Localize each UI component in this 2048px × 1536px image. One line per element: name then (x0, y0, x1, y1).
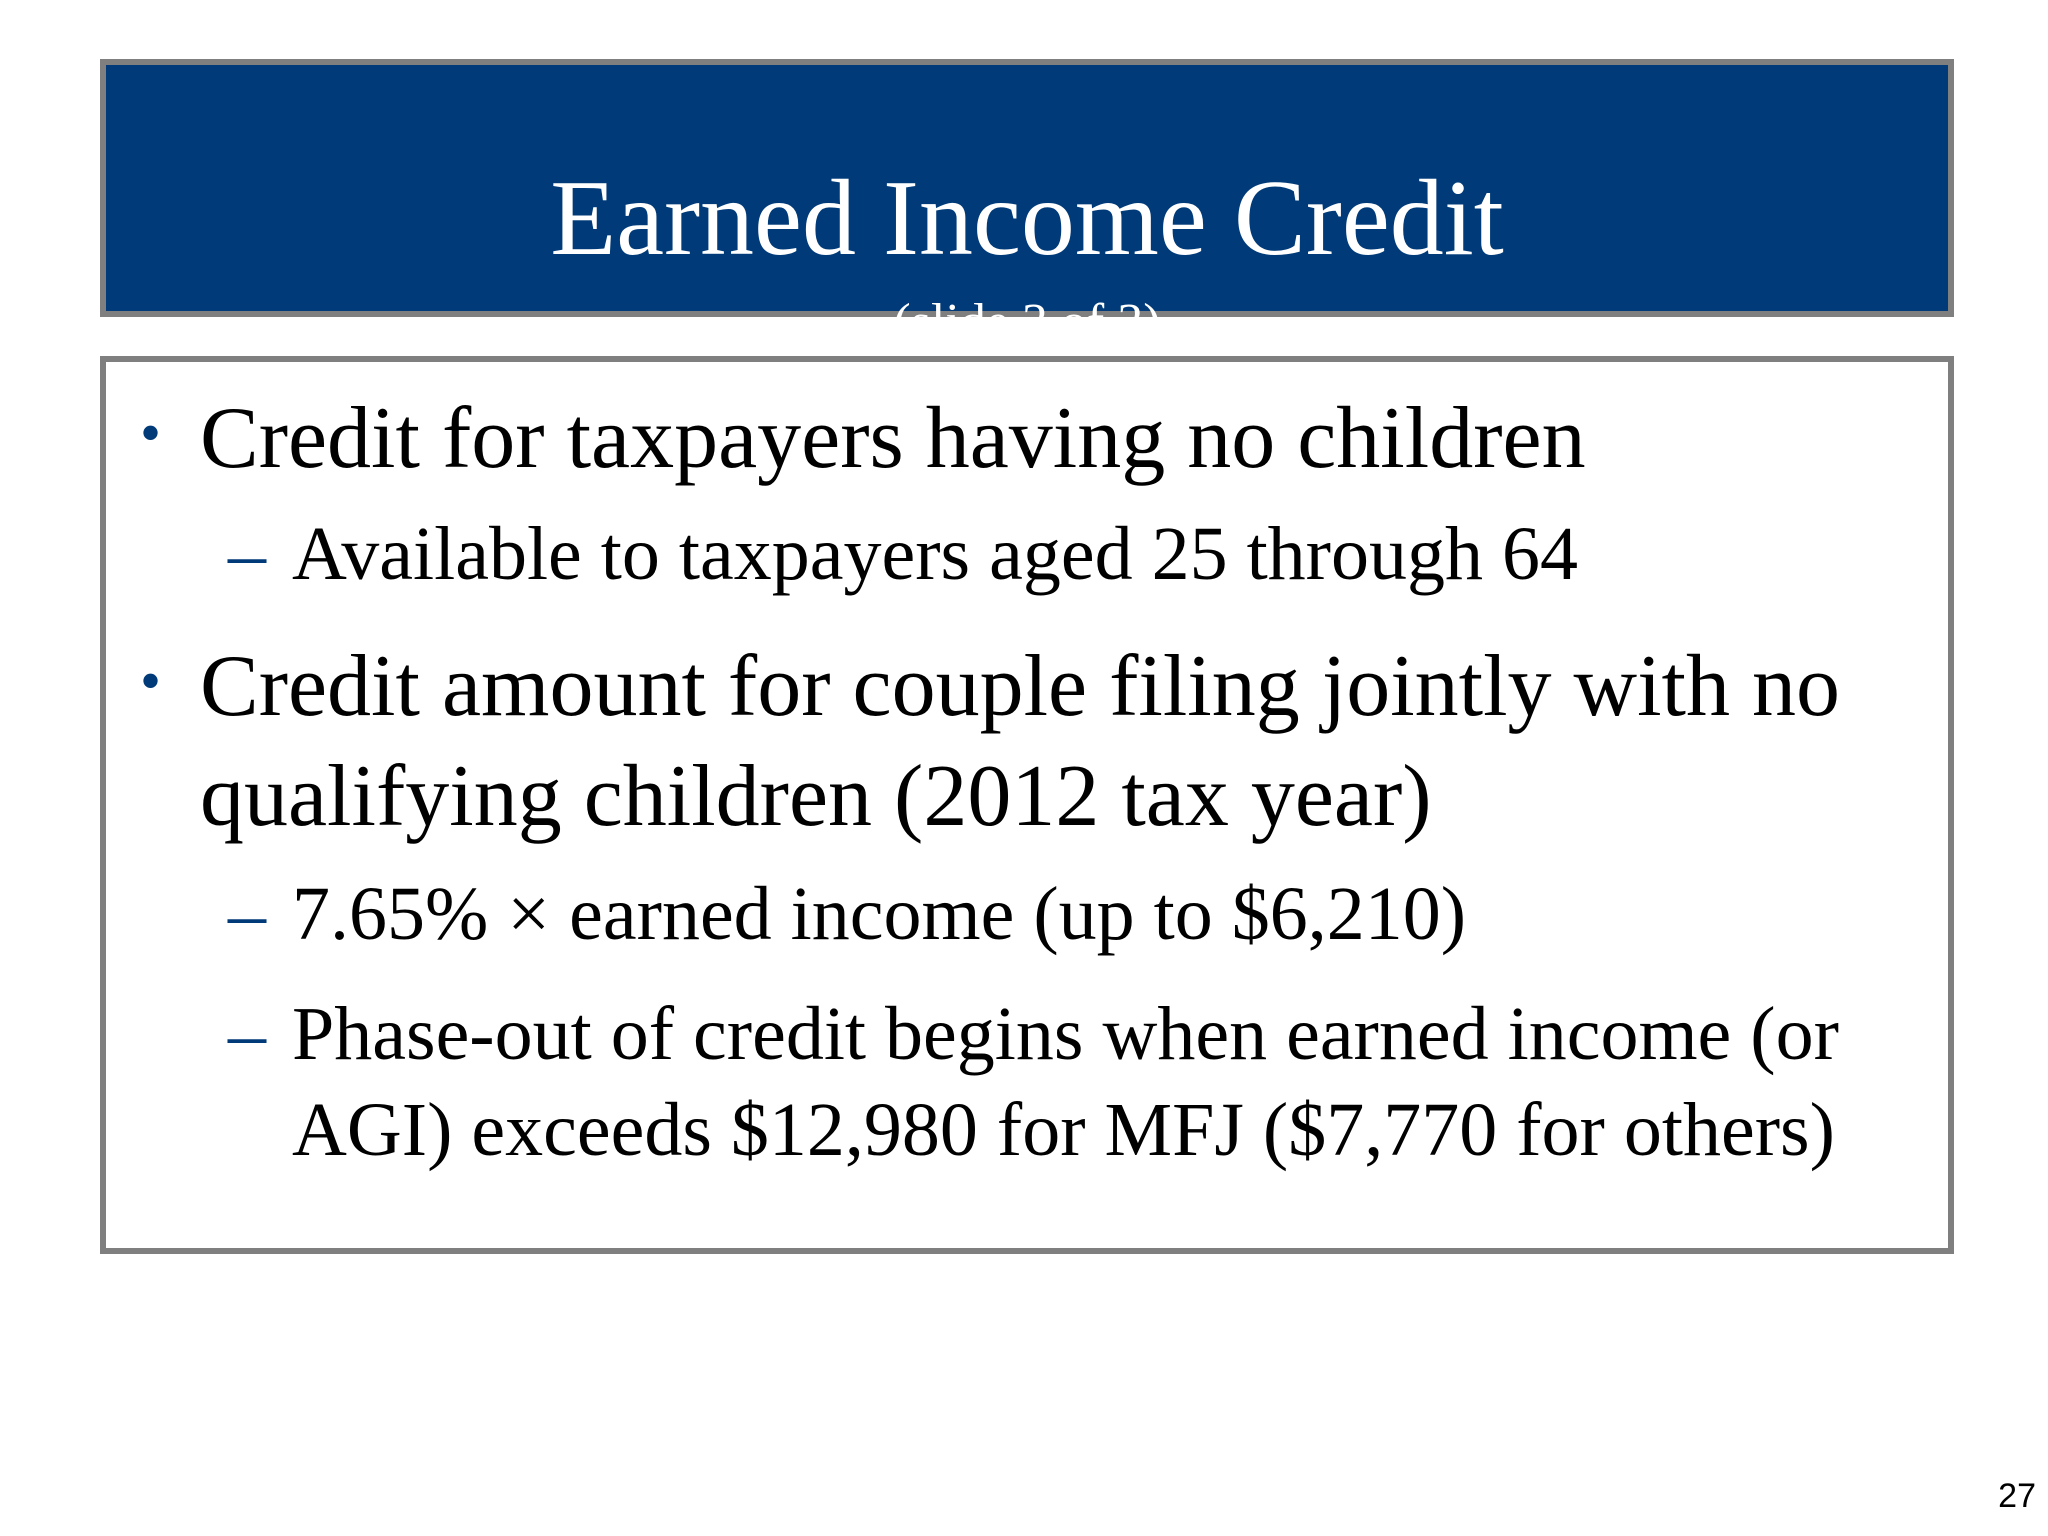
bullet-text: Credit for taxpayers having no children (200, 390, 1586, 487)
dash-icon: – (228, 992, 266, 1076)
page-number: 27 (1998, 1477, 2036, 1515)
dash-icon: – (228, 512, 266, 596)
slide-subtitle: (slide 3 of 3) (893, 294, 1161, 351)
sub-bullet-text: Phase-out of credit begins when earned income (or AGI) exceeds $12,980 for MFJ ($7,770 for others) (292, 992, 1839, 1172)
slide-title-box (100, 59, 1954, 351)
sub-bullet-item-2-2 (228, 986, 1952, 1178)
slide-content-box (100, 356, 1954, 1254)
bullet-icon: • (140, 400, 162, 466)
bullet-icon: • (140, 648, 162, 714)
sub-bullet-item-1-1 (228, 506, 1952, 602)
bullet-item-1 (140, 384, 1940, 494)
bullet-text: Credit amount for couple filing jointly with no qualifying children (2012 tax year) (200, 638, 1840, 845)
sub-bullet-text: Available to taxpayers aged 25 through 64 (292, 512, 1578, 596)
dash-icon: – (228, 872, 266, 956)
sub-bullet-text: 7.65% × earned income (up to $6,210) (292, 872, 1467, 956)
slide-title: Earned Income Credit (550, 159, 1504, 278)
bullet-item-2 (140, 632, 1940, 852)
sub-bullet-item-2-1 (228, 866, 1952, 962)
